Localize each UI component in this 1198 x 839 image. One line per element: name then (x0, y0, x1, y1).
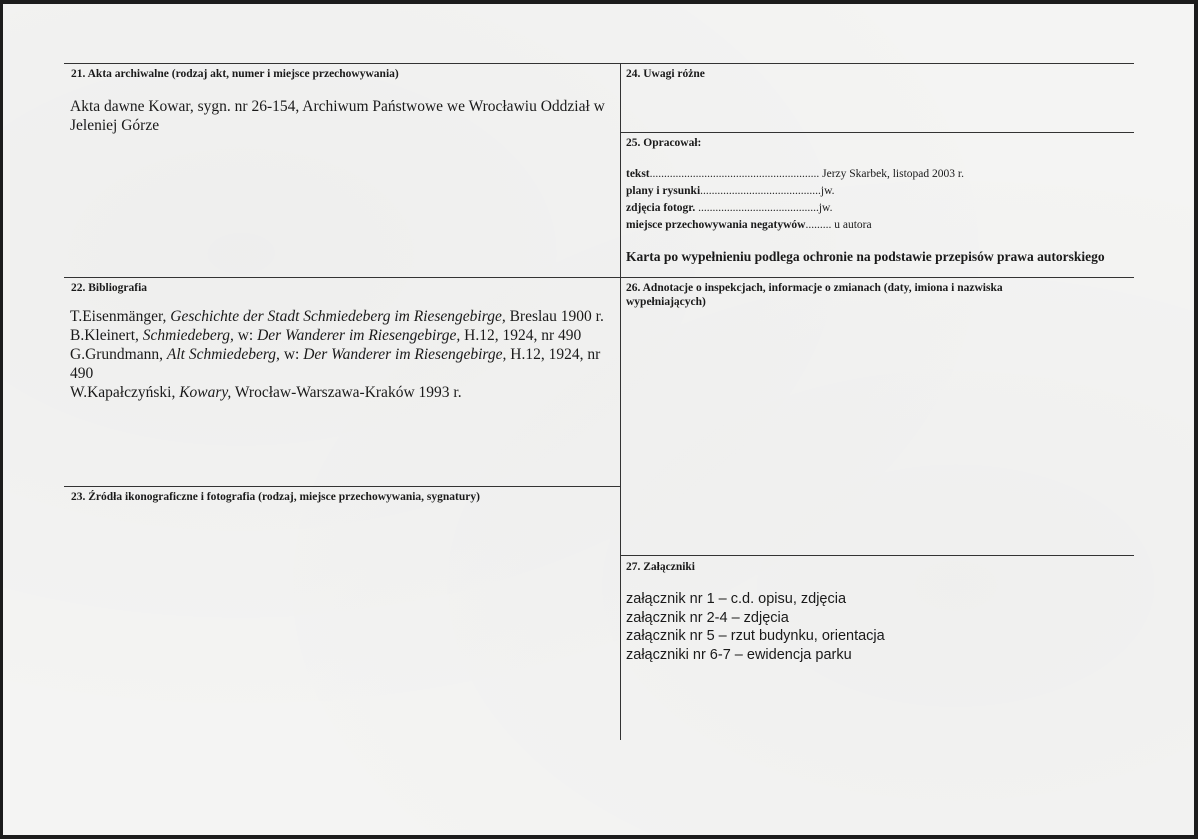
entry-author: G.Grundmann, (70, 346, 167, 363)
entry-in: w: (233, 327, 258, 344)
bibliography-entry (70, 326, 604, 345)
bibliography-entry-continuation: 490 (70, 365, 94, 382)
drawings-value: jw. (820, 185, 835, 197)
section-26-heading (626, 281, 1003, 309)
entry-title: Kowary, (179, 384, 232, 401)
archive-line-1: Akta dawne Kowar, sygn. nr 26-154, Archiwum Państwowe we Wrocławiu Oddział w (70, 98, 605, 115)
entry-details: H.12, 1924, nr (506, 346, 601, 363)
photos-value: jw. (818, 202, 833, 214)
attachment-item: załączniki nr 6-7 – ewidencja parku (626, 646, 852, 663)
entry-details: Wrocław-Warszawa-Kraków 1993 r. (231, 384, 462, 401)
drawings-label: plany i rysunki (626, 185, 701, 197)
form-page (3, 4, 1194, 835)
entry-author: T.Eisenmänger, (70, 308, 171, 325)
bibliography-entry (70, 307, 604, 326)
entry-title: Geschichte der Stadt Schmiedeberg im Riesengebirge, (170, 308, 506, 325)
column-divider (620, 63, 621, 740)
attachments-list (626, 590, 885, 664)
entry-title: Alt Schmiedeberg, (166, 346, 280, 363)
section-25-heading: 25. Opracował: (626, 137, 702, 149)
entry-details: H.12, 1924, nr 490 (460, 327, 582, 344)
attachment-item: załącznik nr 5 – rzut budynku, orientacja (626, 628, 885, 644)
dot-leader: .......................................... (695, 202, 819, 214)
entry-author: B.Kleinert, (70, 327, 143, 344)
section-21-heading: 21. Akta archiwalne (rodzaj akt, numer i miejsce przechowywania) (71, 68, 399, 80)
entry-author: W.Kapałczyński, (70, 384, 180, 401)
text-author-value: Jerzy Skarbek, listopad 2003 r. (822, 168, 964, 180)
top-rule (64, 63, 1134, 64)
attachment-item: załącznik nr 2-4 – zdjęcia (626, 609, 789, 626)
bibliography-entry (70, 383, 604, 402)
negatives-value: u autora (831, 219, 872, 231)
entry-journal: Der Wanderer im Riesengebirge, (303, 346, 507, 363)
copyright-notice: Karta po wypełnieniu podlega ochronie na podstawie przepisów prawa autorskiego (626, 249, 1105, 264)
negatives-label: miejsce przechowywania negatywów (626, 219, 806, 231)
section-22-heading: 22. Bibliografia (71, 282, 148, 294)
section-27-heading: 27. Załączniki (626, 561, 696, 573)
entry-details: Breslau 1900 r. (505, 308, 604, 325)
entry-in: w: (279, 346, 304, 363)
bibliography-entry (70, 345, 604, 364)
rule-26-27 (620, 555, 1134, 556)
author-text-row (626, 167, 964, 181)
section-23-heading: 23. Źródła ikonograficzne i fotografia (rodzaj, miejsce przechowywania, sygnatury) (71, 491, 480, 503)
archive-line-2: Jeleniej Górze (70, 117, 160, 134)
bibliography-list (70, 307, 604, 402)
negatives-row (626, 218, 872, 232)
photos-row (626, 201, 832, 215)
rule-22-23 (64, 486, 620, 487)
section-21-text (70, 97, 605, 135)
rule-24-25 (620, 132, 1134, 133)
text-label: tekst (626, 168, 650, 180)
section-24-heading: 24. Uwagi różne (626, 68, 705, 80)
heading-line: 26. Adnotacje o inspekcjach, informacje o zmianach (daty, imiona i nazwiska (626, 282, 1003, 294)
photos-label: zdjęcia fotogr. (626, 202, 696, 214)
attachment-item: załącznik nr 1 – c.d. opisu, zdjęcia (626, 591, 847, 607)
rule-21-22 (64, 277, 1134, 278)
dot-leader: .......................................... (700, 185, 821, 197)
entry-title: Schmiedeberg, (142, 327, 234, 344)
drawings-row (626, 184, 835, 198)
dot-leader: ........................................................... (649, 168, 820, 180)
dot-leader: ......... (805, 219, 832, 231)
heading-line: wypełniających) (626, 296, 706, 308)
entry-journal: Der Wanderer im Riesengebirge, (257, 327, 461, 344)
